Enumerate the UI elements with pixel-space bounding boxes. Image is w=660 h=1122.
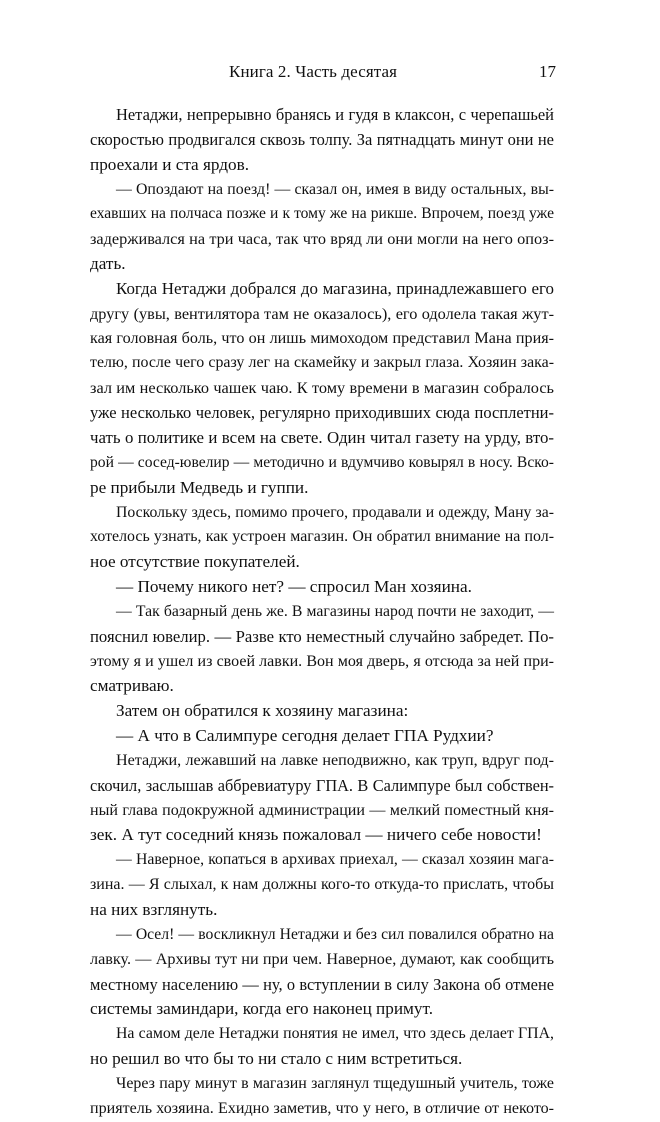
text-line: этому я и ушел из своей лавки. Вон моя дверь, я отсюда за ней при- — [90, 652, 554, 670]
text-line: другу (увы, вентилятора там не оказалось), его одолела такая жут- — [90, 303, 554, 323]
text-line: телю, после чего сразу лег на скамейку и закрыл глаза. Хозяин зака- — [90, 354, 554, 372]
text-line: лавку. — Архивы тут ни при чем. Наверное, думают, как сообщить — [90, 950, 554, 968]
text-line: — Почему никого нет? — спросил Ман хозяина. — [116, 577, 472, 597]
text-line: зал им несколько чашек чаю. К тому времени в магазин собралось — [90, 378, 554, 398]
text-line: — Осел! — воскликнул Нетаджи и без сил повалился обратно на — [116, 925, 554, 943]
text-line: ехавших на полчаса позже и к тому же на рикше. Впрочем, поезд уже — [90, 205, 554, 223]
text-line: сматриваю. — [90, 676, 174, 696]
text-line: системы заминдари, когда его наконец примут. — [90, 999, 434, 1019]
text-line: но решил во что бы то ни стало с ним встретиться. — [90, 1049, 463, 1069]
text-line: — А что в Салимпуре сегодня делает ГПА Рудхии? — [116, 726, 494, 746]
running-header — [0, 62, 660, 86]
text-line: Через пару минут в магазин заглянул тщедушный учитель, тоже — [116, 1074, 554, 1092]
text-line: задерживался на три часа, так что вряд ли они могли на него опоз- — [90, 229, 554, 249]
text-line: — Наверное, копаться в архивах приехал, — сказал хозяин мага- — [116, 851, 554, 869]
text-line: уже несколько человек, регулярно приходивших сюда посплетни- — [90, 403, 554, 423]
text-line: — Так базарный день же. В магазины народ почти не заходит, — — [116, 602, 554, 620]
text-line: Нетаджи, лежавший на лавке неподвижно, как труп, вдруг под- — [116, 751, 554, 769]
text-line: приятель хозяина. Ехидно заметив, что у него, в отличие от некото- — [90, 1099, 554, 1117]
text-line: зек. А тут соседний князь пожаловал — ничего себе новости! — [90, 825, 542, 845]
text-line: хотелось узнать, как устроен магазин. Он обратил внимание на пол- — [90, 528, 554, 546]
page-number: 17 — [539, 62, 556, 81]
text-line: Когда Нетаджи добрался до магазина, принадлежавшего его — [116, 278, 554, 298]
text-line: на них взглянуть. — [90, 900, 218, 919]
text-line: дать. — [90, 254, 126, 274]
running-header-title: Книга 2. Часть десятая — [229, 62, 398, 81]
text-line: ный глава подокружной администрации — мелкий поместный кня- — [90, 801, 554, 819]
text-line: — Опоздают на поезд! — сказал он, имея в виду остальных, вы- — [116, 180, 554, 198]
text-line: На самом деле Нетаджи понятия не имел, что здесь делает ГПА, — [116, 1025, 554, 1043]
text-line: скоростью продвигался сквозь толпу. За пятнадцать минут они не — [90, 129, 554, 149]
text-line: проехали и ста ярдов. — [90, 154, 250, 174]
text-line: Затем он обратился к хозяину магазина: — [116, 701, 409, 721]
text-line: чать о политике и всем на свете. Один читал газету на урду, вто- — [90, 427, 554, 447]
text-line: зина. — Я слыхал, к нам должны кого-то откуда-то прислать, чтобы — [90, 876, 554, 894]
body-text — [90, 103, 554, 1122]
text-line: рой — сосед-ювелир — методично и вдумчиво ковырял в носу. Вско- — [90, 453, 554, 471]
text-line: Нетаджи, непрерывно бранясь и гудя в клаксон, с черепашьей — [116, 105, 554, 124]
text-line: пояснил ювелир. — Разве кто неместный случайно забредет. По- — [90, 626, 554, 646]
text-line: Поскольку здесь, помимо прочего, продавали и одежду, Ману за- — [116, 503, 554, 521]
text-line: ное отсутствие покупателей. — [90, 552, 300, 572]
text-line: кая головная боль, что он лишь мимоходом представил Мана прия- — [90, 329, 554, 347]
text-line: местному населению — ну, о вступлении в силу Закона об отмене — [90, 974, 554, 994]
text-line: ре прибыли Медведь и гуппи. — [90, 477, 309, 497]
text-line: скочил, заслышав аббревиатуру ГПА. В Салимпуре был собствен- — [90, 775, 554, 795]
